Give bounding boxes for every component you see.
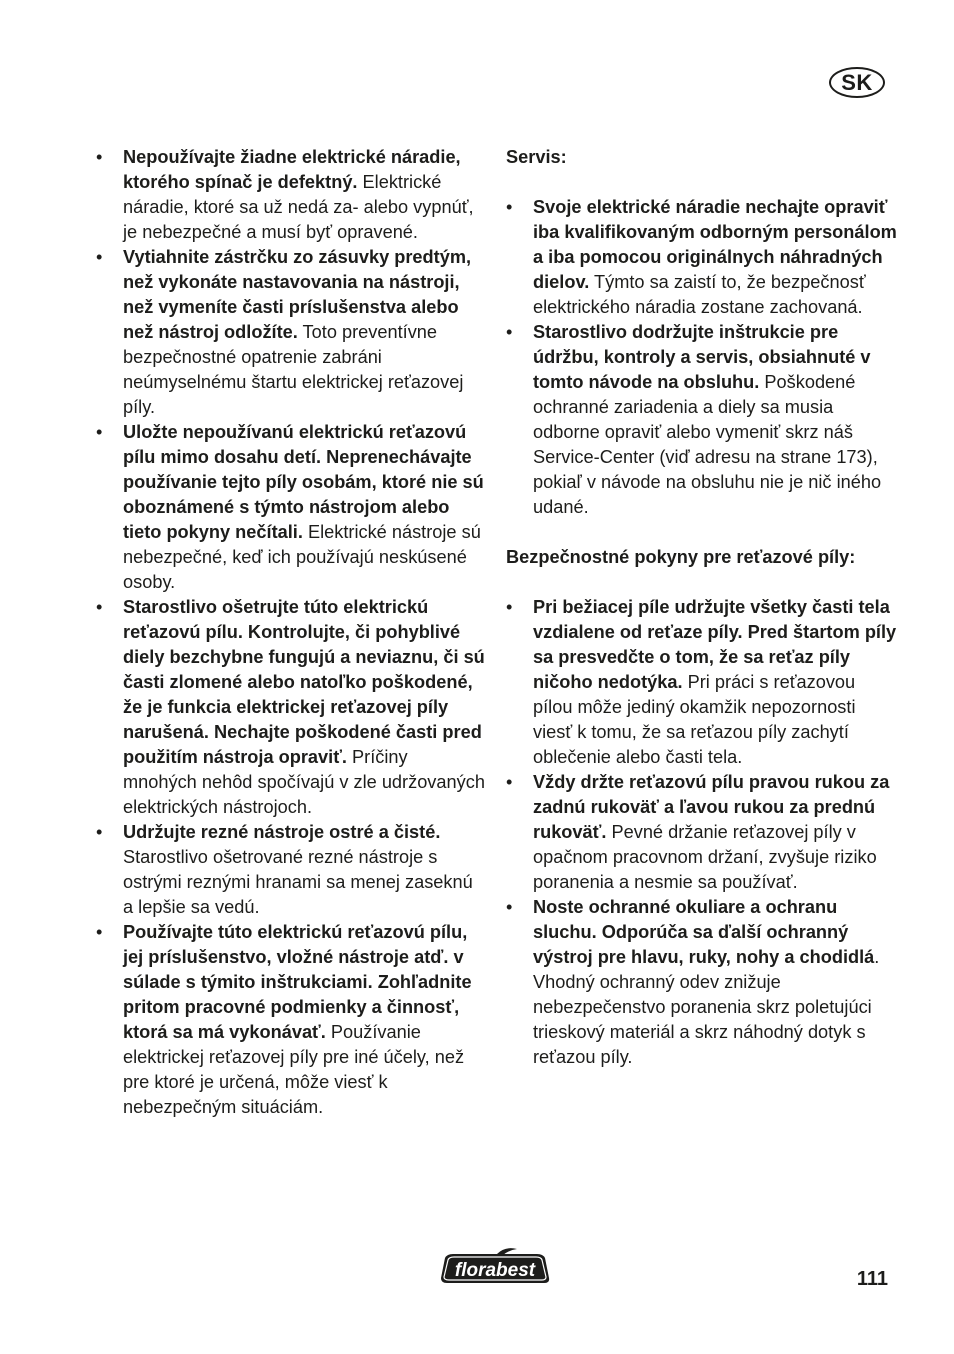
safety-heading: Bezpečnostné pokyny pre reťazové píly: — [506, 547, 856, 567]
list-item — [506, 895, 898, 1070]
item-text: Elektrické náradie, ktoré sa už nedá za- alebo vypnúť, je nebezpečné a musí byť opravené. — [123, 172, 474, 242]
item-bold-text: Udržujte rezné nástroje ostré a čisté. — [123, 822, 441, 842]
item-text: Pri práci s reťazovou pílou môže jediný okamžik nepozornosti viesť k tomu, že sa reťazou píly zachytí oblečenie alebo časti tela. — [533, 672, 856, 767]
logo-text: florabest — [454, 1260, 536, 1281]
item-text: . Vhodný ochranný odev znižuje nebezpečenstvo poranenia skrz poletujúci trieskový materiál a skrz náhodný dotyk s reťazou píly. — [533, 947, 880, 1067]
left-bullet-list — [96, 145, 486, 1120]
item-text: Toto preventívne bezpečnostné opatrenie zabráni neúmyselnému štartu elektrickej reťazovej píly. — [123, 322, 464, 417]
florabest-logo — [439, 1248, 551, 1288]
item-bold-text: Uložte nepoužívanú elektrickú reťazovú pílu mimo dosahu detí. Neprenechávajte používanie tejto píly osobám, ktoré nie sú oboznámené s týmto nástrojom alebo tieto pokyny nečítali. — [123, 422, 484, 542]
list-item — [506, 770, 898, 895]
list-item — [506, 595, 898, 770]
list-item — [96, 920, 486, 1120]
item-bold-text: Používajte túto elektrickú reťazovú pílu, jej príslušenstvo, vložné nástroje atď. v súlade s týmito inštrukciami. Zohľadnite pritom pracovné podmienky a činnosť, ktorá sa má vykonávať. — [123, 922, 472, 1042]
list-item — [96, 595, 486, 820]
item-bold-text: Vytiahnite zástrčku zo zásuvky predtým, než vykonáte nastavovania na nástroji, než vymeníte časti príslušenstva alebo než nástroj odložíte. — [123, 247, 472, 342]
servis-bullet-list — [506, 195, 898, 520]
left-column — [96, 145, 486, 1120]
list-item — [506, 195, 898, 320]
item-bold-text: Svoje elektrické náradie nechajte opraviť iba kvalifikovaným odborným personálom a iba pomocou originálnych náhradných dielov. — [533, 197, 897, 292]
list-item — [96, 145, 486, 245]
item-text: Používanie elektrickej reťazovej píly pre iné účely, než pre ktoré je určená, môže viesť k nebezpečným situáciám. — [123, 1022, 465, 1117]
list-item — [96, 245, 486, 420]
list-item — [96, 820, 486, 920]
item-bold-text: Starostlivo ošetrujte túto elektrickú reťazovú pílu. Kontrolujte, či pohyblivé diely bezchybne fungujú a neviaznu, či sú časti zlomené alebo natoľko poškodené, že je funkcia elektrickej reťazovej píly narušená. Nechajte poškodené časti pred použitím nástroja opraviť. — [123, 597, 485, 767]
item-bold-text: Pri bežiacej píle udržujte všetky časti tela vzdialene od reťaze píly. Pred štartom píly sa presvedčte o tom, že sa reťaz píly ničoho nedotýka. — [533, 597, 897, 692]
list-item — [506, 320, 898, 520]
servis-heading: Servis: — [506, 147, 567, 167]
item-text: Týmto sa zaistí to, že bezpečnosť elektrického náradia zostane zachovaná. — [533, 272, 866, 317]
item-bold-text: Nepoužívajte žiadne elektrické náradie, ktorého spínač je defektný. — [123, 147, 461, 192]
safety-bullet-list — [506, 595, 898, 1070]
item-text: Pevné držanie reťazovej píly v opačnom pracovnom držaní, zvyšuje riziko poranenia a nesmie sa používať. — [533, 822, 877, 892]
item-bold-text: Noste ochranné okuliare a ochranu sluchu. Odporúča sa ďalší ochranný výstroj pre hlavu, ruky, nohy a chodidlá — [533, 897, 875, 967]
item-bold-text: Starostlivo dodržujte inštrukcie pre údržbu, kontroly a servis, obsiahnuté v tomto návode na obsluhu. — [533, 322, 871, 392]
item-text: Elektrické nástroje sú nebezpečné, keď ich používajú neskúsené osoby. — [123, 522, 481, 592]
item-text: Poškodené ochranné zariadenia a diely sa musia odborne opraviť alebo vymeniť skrz náš Service-Center (viď adresu na strane 173), pokiaľ v návode na obsluhu nie je nič iného udané. — [533, 372, 882, 517]
list-item — [96, 420, 486, 595]
language-badge: SK — [829, 67, 885, 98]
item-text: Starostlivo ošetrované rezné nástroje s ostrými reznými hranami sa menej zaseknú a lepšie sa vedú. — [123, 847, 473, 917]
item-text: Príčiny mnohých nehôd spočívajú v zle udržovaných elektrických nástrojoch. — [123, 747, 485, 817]
item-bold-text: Vždy držte reťazovú pílu pravou rukou za zadnú rukoväť a ľavou rukou za prednú rukoväť. — [533, 772, 890, 842]
page-number: 111 — [856, 1268, 888, 1290]
right-column — [506, 145, 898, 1070]
